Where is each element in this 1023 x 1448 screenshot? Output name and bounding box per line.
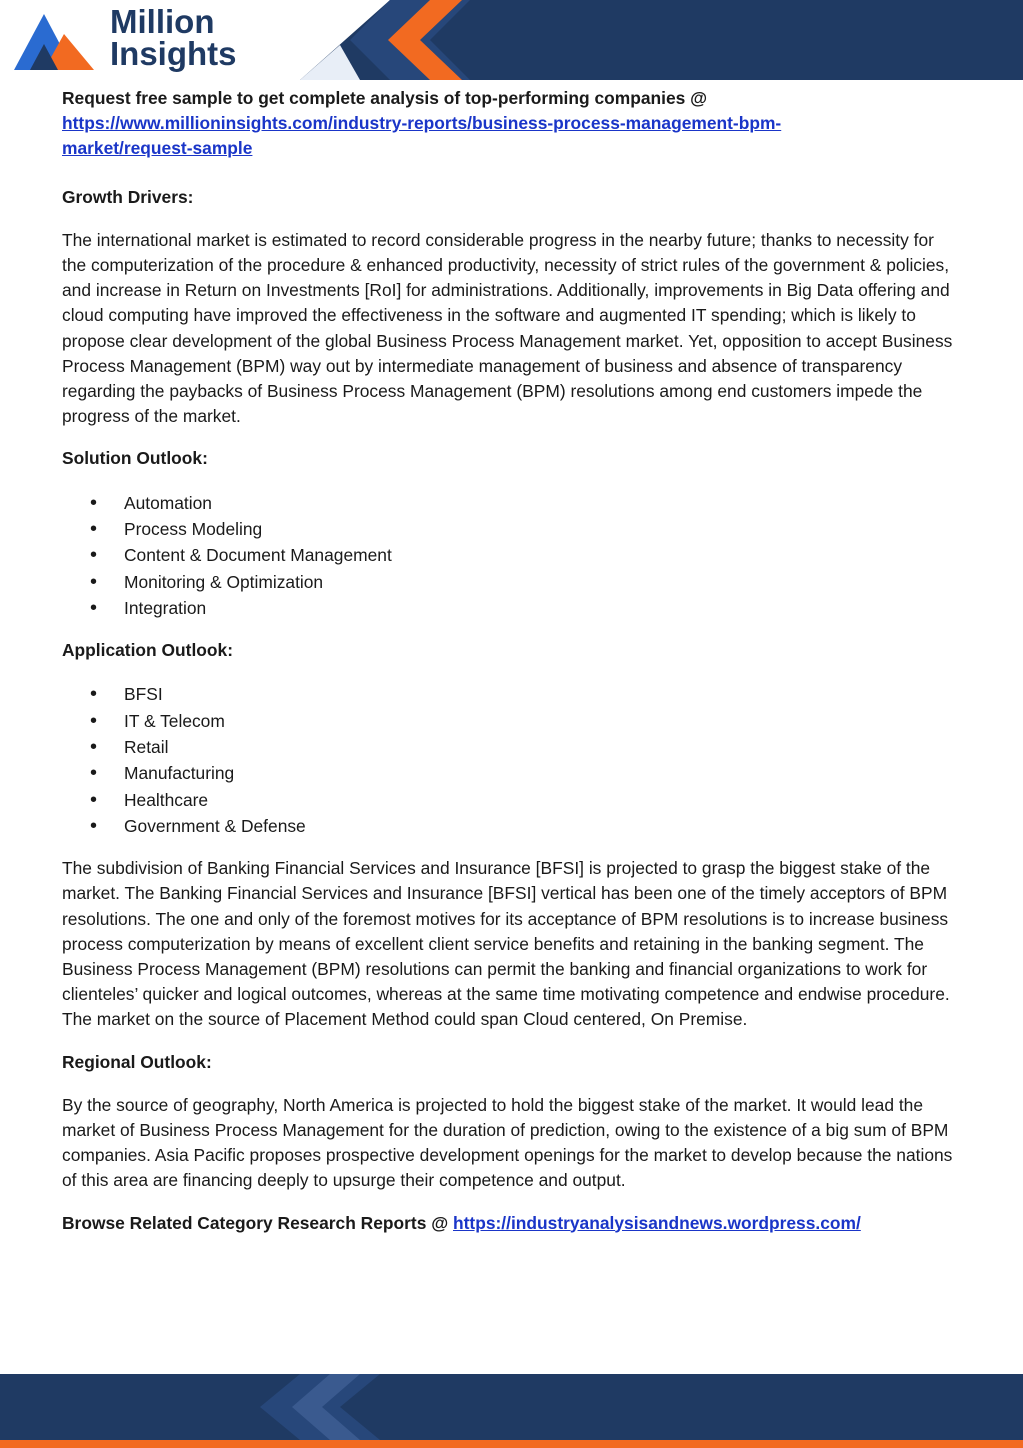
list-item: • Manufacturing [62,760,962,786]
browse-related-text: Browse Related Category Research Reports @ [62,1212,449,1233]
header-banner [0,0,1023,80]
regional-outlook-heading: Regional Outlook: [62,1051,212,1072]
solution-outlook-heading: Solution Outlook: [62,448,208,469]
request-sample-link[interactable]: https://www.millioninsights.com/industry-reports/business-process-management-bpm- market/request-sample [62,113,782,159]
list-item: • Process Modeling [62,516,962,542]
application-outlook-heading: Application Outlook: [62,640,233,661]
request-sample-text: Request free sample to get complete analysis of top-performing companies @ [62,88,708,108]
list-item: • Content & Document Management [62,542,962,568]
logo-wordmark [110,3,237,72]
footer-graphic [0,1374,1023,1448]
growth-drivers-paragraph: The international market is estimated to record considerable progress in the nearby future; thanks to necessity for the computerization of the procedure & enhanced productivity, necessity of strict rules of the government & policies, and increase in Return on Investments [RoI] for administrations. Additionally, improvements in Big Data offering and cloud computing have improved the effectiveness in the software and augmented IT spending; which is likely to propose clear development of the global Business Process Management market. Yet, opposition to accept Business Process Management (BPM) way out by intermediate management of business and absence of transparency regarding the paybacks of Business Process Management (BPM) resolutions among end customers impede the progress of the market. [62,229,953,427]
application-paragraph: The subdivision of Banking Financial Services and Insurance [BFSI] is projected to grasp the biggest stake of the market. The Banking Financial Services and Insurance [BFSI] vertical has been one of the timely acceptors of BPM resolutions. The one and only of the foremost motives for its acceptance of BPM resolutions is to increase business process computerization by means of excellent client service benefits and retaining in the banking segment. The Business Process Management (BPM) resolutions can permit the banking and financial organizations to work for clienteles’ quicker and logical outcomes, whereas at the same time motivating competence and endwise procedure. The market on the source of Placement Method could span Cloud centered, On Premise. [62,858,950,1030]
list-item: • Healthcare [62,787,962,813]
regional-paragraph: By the source of geography, North America is projected to hold the biggest stake of the market. It would lead the market of Business Process Management for the duration of prediction, owing to the existence of a big sum of BPM companies. Asia Pacific proposes prospective development openings for the market to develop because the nations of this area are financing deeply to upsurge their competence and output. [62,1094,953,1191]
browse-related-line [62,1211,962,1236]
footer-banner [0,1374,1023,1448]
document-body [62,86,962,1236]
growth-drivers-heading: Growth Drivers: [62,186,194,207]
list-item: • BFSI [62,681,962,707]
list-item: • Government & Defense [62,813,962,839]
list-item: • Monitoring & Optimization [62,569,962,595]
list-item: • Automation [62,490,962,516]
logo-line-1: Million [110,3,215,40]
list-item: • Integration [62,595,962,621]
logo-line-2: Insights [110,35,237,72]
list-item: • Retail [62,734,962,760]
logo-mark-icon [0,0,110,80]
browse-related-link[interactable]: https://industryanalysisandnews.wordpress.com/ [453,1212,861,1233]
solution-list [62,490,962,621]
application-list [62,681,962,839]
request-sample-line [62,86,962,162]
list-item: • IT & Telecom [62,708,962,734]
